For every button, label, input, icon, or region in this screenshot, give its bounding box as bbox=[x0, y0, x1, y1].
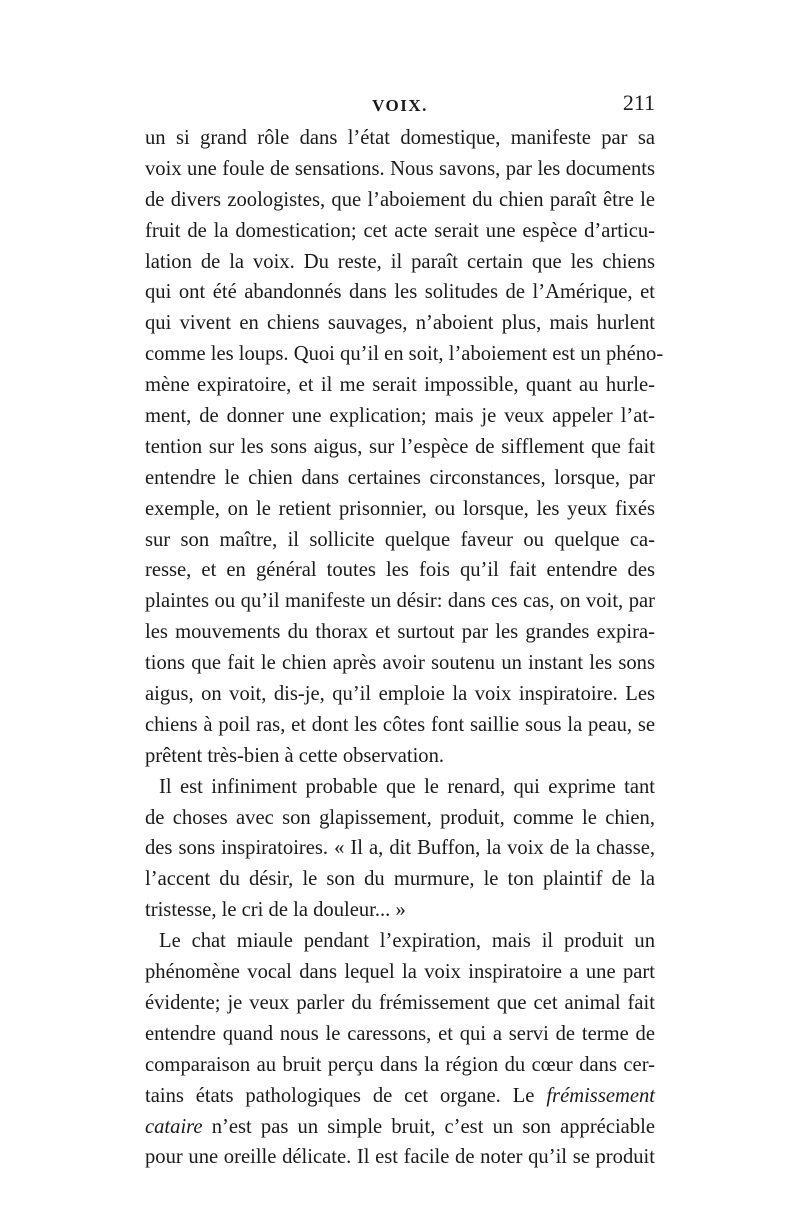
text-line: comparaison au bruit perçu dans la région du cœur dans cer- bbox=[145, 1053, 655, 1076]
text-line: plaintes ou qu’il manifeste un désir: dans ces cas, on voit, par bbox=[145, 590, 655, 613]
text-line: phénomène vocal dans lequel la voix inspiratoire a une part bbox=[145, 961, 655, 984]
text-line: fruit de la domestication; cet acte serait une espèce d’articu- bbox=[145, 219, 655, 242]
text-line: mène expiratoire, et il me serait impossible, quant au hurle- bbox=[145, 374, 655, 397]
text-fragment: tains états pathologiques de cet organe. Le bbox=[145, 1084, 535, 1107]
text-line: aigus, on voit, dis-je, qu’il emploie la voix inspiratoire. Les bbox=[145, 683, 655, 706]
text-line: évidente; je veux parler du frémissement que cet animal fait bbox=[145, 991, 655, 1014]
text-line: un si grand rôle dans l’état domestique, manifeste par sa bbox=[145, 127, 655, 149]
text-line: tention sur les sons aigus, sur l’espèce de sifflement que fait bbox=[145, 435, 655, 458]
paragraph-start-line: Il est infiniment probable que le renard, qui exprime tant bbox=[159, 775, 655, 798]
text-line: tions que fait le chien après avoir soutenu un instant les sons bbox=[145, 652, 655, 675]
text-line: sur son maître, il sollicite quelque faveur ou quelque ca- bbox=[145, 528, 655, 551]
text-line: entendre le chien dans certaines circonstances, lorsque, par bbox=[145, 466, 655, 489]
text-line: pour une oreille délicate. Il est facile de noter qu’il se produit bbox=[145, 1146, 655, 1169]
body-text bbox=[145, 123, 664, 1173]
running-head bbox=[145, 90, 655, 120]
text-line: ment, de donner une explication; mais je veux appeler l’at- bbox=[145, 405, 655, 428]
text-line: exemple, on le retient prisonnier, ou lorsque, les yeux fixés bbox=[145, 497, 655, 520]
text-line: de choses avec son glapissement, produit, comme le chien, bbox=[145, 806, 655, 829]
text-line: des sons inspiratoires. « Il a, dit Buffon, la voix de la chasse, bbox=[145, 837, 655, 860]
text-line: l’accent du désir, le son du murmure, le ton plaintif de la bbox=[145, 868, 655, 891]
text-line: qui vivent en chiens sauvages, n’aboient plus, mais hurlent bbox=[145, 312, 655, 335]
text-line: comme les loups. Quoi qu’il en soit, l’aboiement est un phéno- bbox=[145, 343, 664, 366]
paragraph-start-line: Le chat miaule pendant l’expiration, mais il produit un bbox=[159, 930, 655, 953]
text-fragment: n’est pas un simple bruit, c’est un son appréciable bbox=[211, 1115, 655, 1138]
text-line: les mouvements du thorax et surtout par les grandes expira- bbox=[145, 621, 655, 644]
paragraph-end-line: tristesse, le cri de la douleur... » bbox=[145, 899, 406, 922]
italic-term: frémissement bbox=[546, 1084, 655, 1107]
text-line: lation de la voix. Du reste, il paraît certain que les chiens bbox=[145, 250, 655, 273]
page-number: 211 bbox=[622, 90, 655, 115]
text-line: voix une foule de sensations. Nous savons, par les documents bbox=[145, 157, 655, 180]
text-line-with-italic bbox=[145, 1081, 655, 1112]
italic-term: cataire bbox=[145, 1115, 203, 1138]
text-line-with-italic bbox=[145, 1112, 655, 1143]
text-line: de divers zoologistes, que l’aboiement du chien paraît être le bbox=[145, 188, 655, 211]
running-title: VOIX. bbox=[372, 96, 428, 115]
text-line: qui ont été abandonnés dans les solitudes de l’Amérique, et bbox=[145, 281, 655, 304]
text-line: chiens à poil ras, et dont les côtes font saillie sous la peau, se bbox=[145, 713, 655, 736]
text-line: entendre quand nous le caressons, et qui a servi de terme de bbox=[145, 1022, 655, 1045]
text-line: resse, et en général toutes les fois qu’il fait entendre des bbox=[145, 559, 655, 582]
paragraph-end-line: prêtent très-bien à cette observation. bbox=[145, 744, 445, 767]
